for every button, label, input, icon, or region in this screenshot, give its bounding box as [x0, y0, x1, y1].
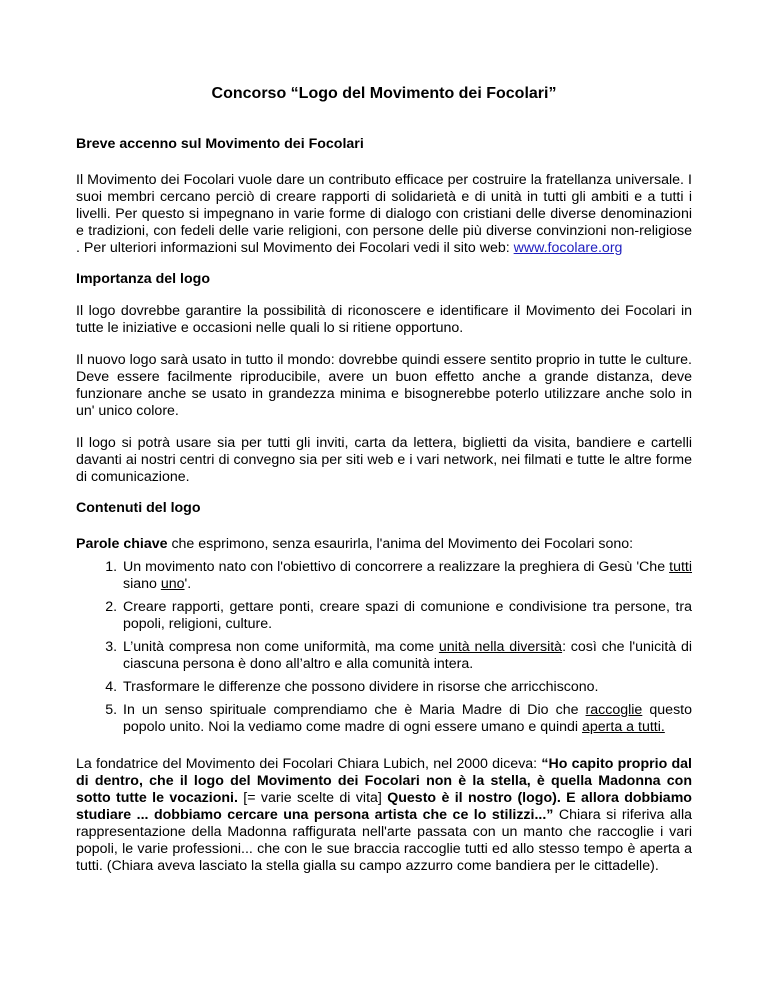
closing-quote-bold: Questo è il nostro (logo). E allora dobbiamo studiare ... dobbiamo cercare una persona artista che ce lo stilizzi...” [76, 790, 692, 823]
list-item-underlined: tutti [669, 559, 692, 575]
intro-paragraph [76, 172, 692, 257]
list-item-underlined: raccoglie [585, 702, 643, 718]
importanza-paragraph-1: Il logo dovrebbe garantire la possibilità di riconoscere e identificare il Movimento dei Focolari in tutte le iniziative e occasioni nelle quali lo si ritiene opportuno. [76, 303, 692, 336]
closing-quote-bold: “Ho capito proprio dal di dentro, che il logo del Movimento dei Focolari non è la stella, è quella Madonna con sotto tutte le vocazioni. [76, 756, 692, 806]
closing-text: [= varie scelte di vita] [237, 790, 388, 806]
list-item-text: Un movimento nato con l'obiettivo di concorrere a realizzare la preghiera di Gesù 'Che [123, 559, 670, 575]
keywords-paragraph [76, 536, 692, 553]
list-item [121, 639, 692, 673]
section-heading-contenuti: Contenuti del logo [76, 500, 201, 516]
list-item-underlined: uno [160, 576, 185, 592]
list-item [121, 702, 692, 736]
closing-text: La fondatrice del Movimento dei Focolari Chiara Lubich, nel 2000 diceva: [76, 756, 542, 772]
list-item-text: '. [184, 576, 192, 592]
keywords-list [76, 559, 692, 736]
focolare-website-link[interactable]: www.focolare.org [513, 240, 623, 256]
keywords-bold-label: Parole chiave [76, 536, 168, 552]
intro-text: Il Movimento dei Focolari vuole dare un contributo efficace per costruire la fratellanza universale. I suoi membri cercano perciò di creare rapporti di solidarietà e di unità in tutti gli ambiti e a tutti i livelli. Per questo si impegnano in varie forme di dialogo con cristiani delle diverse denominazioni e tradizioni, con fedeli delle varie religioni, con persone delle più diverse convinzioni non-religiose . Per ulteriori informazioni sul Movimento dei Focolari vedi il sito web: [76, 172, 692, 256]
list-item-text: L’unità compresa non come uniformità, ma come [123, 639, 439, 655]
list-item [121, 559, 692, 593]
importanza-paragraph-2: Il nuovo logo sarà usato in tutto il mondo: dovrebbe quindi essere sentito proprio in tutte le culture. Deve essere facilmente riproducibile, avere un buon effetto anche a grande distanza, deve funzionare anche se usato in grandezza minima e bisognerebbe poterlo utilizzare anche solo in un' unico colore. [76, 352, 692, 419]
list-item-text: : così che l'unicità di ciascuna persona è dono all’altro e alla comunità intera. [123, 639, 692, 672]
list-item-text: In un senso spirituale comprendiamo che è Maria Madre di Dio che [123, 702, 586, 718]
list-item: 4. Trasformare le differenze che possono dividere in risorse che arricchiscono. [121, 679, 692, 696]
list-item: 2. Creare rapporti, gettare ponti, creare spazi di comunione e condivisione tra persone, tra popoli, religioni, culture. [121, 599, 692, 633]
list-item-text: siano [123, 576, 161, 592]
list-item-underlined: unità nella diversità [438, 639, 563, 655]
closing-text: Chiara si riferiva alla rappresentazione della Madonna raffigurata nell'arte passata con un manto che raccoglie i vari popoli, le varie professioni... che con le sue braccia raccoglie tutti ed allo stesso tempo è aperta a tutti. (Chiara aveva lasciato la stella gialla su campo azzurro come bandiera per le cittadelle). [76, 807, 692, 874]
importanza-paragraph-3: Il logo si potrà usare sia per tutti gli inviti, carta da lettera, biglietti da visita, bandiere e cartelli davanti ai nostri centri di convegno sia per siti web e i vari network, nei filmati e tutte le altre forme di comunicazione. [76, 435, 692, 485]
closing-paragraph [76, 756, 692, 875]
section-heading-importanza: Importanza del logo [76, 271, 210, 287]
keywords-text: che esprimono, senza esaurirla, l'anima del Movimento dei Focolari sono: [167, 536, 634, 552]
section-heading-breve-accenno: Breve accenno sul Movimento dei Focolari [76, 136, 364, 152]
page-title: Concorso “Logo del Movimento dei Focolari” [211, 85, 557, 102]
list-item-underlined: aperta a tutti. [582, 719, 665, 735]
list-item-text: questo popolo unito. Noi la vediamo come madre di ogni essere umano e quindi [123, 702, 692, 735]
